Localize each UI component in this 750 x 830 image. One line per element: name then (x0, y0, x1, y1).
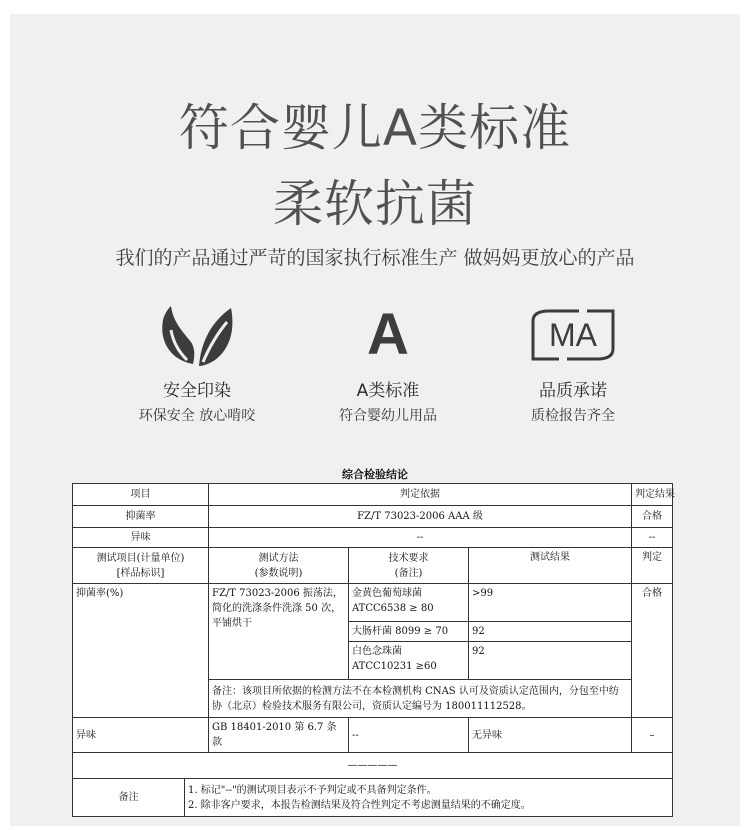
table-cell: FZ/T 73023-2006 AAA 级 (209, 506, 632, 528)
headline-line-1: 符合婴儿A类标准 (178, 99, 572, 157)
feature-safe-dye (107, 300, 287, 425)
table-cell: 抑菌率 (73, 506, 209, 528)
table-row (73, 779, 673, 817)
table-cell: 白色念珠菌 ATCC10231 ≥60 (349, 642, 469, 680)
leaf-icon (107, 300, 287, 370)
header-cell: 测试项目(计量单位) [样品标识] (73, 548, 209, 584)
table-cell: – (632, 718, 673, 753)
table-row (73, 753, 673, 779)
divider-cell: ————— (73, 753, 673, 779)
header-cell: 技术要求 (备注) (349, 548, 469, 584)
table-cell: GB 18401-2010 第 6.7 条款 (209, 718, 349, 753)
remark-line: 2. 除非客户要求，本报告检测结果及符合性判定不考虑测量结果的不确定度。 (188, 799, 531, 811)
table-cell: FZ/T 73023-2006 振荡法，简化的洗涤条件洗涤 50 次，平铺烘干 (209, 584, 349, 680)
remarks-label: 备注 (73, 779, 185, 817)
header-cell: 测试结果 (469, 548, 632, 584)
header-cell: 项目 (73, 484, 209, 506)
table-row (73, 584, 673, 622)
table-cell: -- (209, 528, 632, 548)
table-cell: 抑菌率(%) (73, 584, 209, 718)
table-row (73, 548, 673, 584)
feature-desc: 符合婴幼儿用品 (339, 408, 437, 424)
table-cell: 异味 (73, 528, 209, 548)
remarks-cell (185, 779, 673, 817)
header-cell: 测试方法 (参数说明) (209, 548, 349, 584)
table-cell: 金黄色葡萄球菌 ATCC6538 ≥ 80 (349, 584, 469, 622)
report-title: 综合检验结论 (342, 468, 408, 481)
header-cell: 判定结果 (632, 484, 673, 506)
table-cell: 大肠杆菌 8099 ≥ 70 (349, 622, 469, 642)
table-cell: 异味 (73, 718, 209, 753)
subtitle: 我们的产品通过严苛的国家执行标准生产 做妈妈更放心的产品 (115, 247, 635, 269)
table-row (73, 484, 673, 506)
table-cell: 无异味 (469, 718, 632, 753)
table-cell: 合格 (632, 584, 673, 718)
ma-seal-icon: MA (483, 300, 663, 370)
table-cell: 合格 (632, 506, 673, 528)
feature-a-standard (298, 300, 478, 425)
table-row (73, 718, 673, 753)
table-row (73, 506, 673, 528)
header-cell: 判定 (632, 548, 673, 584)
inspection-report-table (72, 483, 673, 817)
table-cell: -- (632, 528, 673, 548)
header-cell: 判定依据 (209, 484, 632, 506)
table-cell: -- (349, 718, 469, 753)
feature-quality (483, 300, 663, 425)
headline-line-2: 柔软抗菌 (273, 175, 477, 233)
feature-title: 品质承诺 (539, 381, 607, 401)
table-row (73, 528, 673, 548)
feature-title: A类标准 (356, 381, 420, 401)
table-cell: 92 (469, 622, 632, 642)
feature-title: 安全印染 (163, 381, 231, 401)
remark-line: 1. 标记"--"的测试项目表示不予判定或不具备判定条件。 (188, 784, 437, 796)
feature-desc: 质检报告齐全 (531, 408, 615, 424)
feature-desc: 环保安全 放心啃咬 (138, 408, 256, 424)
table-cell: >99 (469, 584, 632, 622)
note-cell: 备注：该项目所依据的检测方法不在本检测机构 CNAS 认可及资质认定范围内，分包至中纺协（北京）检验技术服务有限公司，资质认定编号为 180011112528。 (209, 680, 632, 718)
a-grade-icon: A (367, 302, 409, 367)
table-cell: 92 (469, 642, 632, 680)
